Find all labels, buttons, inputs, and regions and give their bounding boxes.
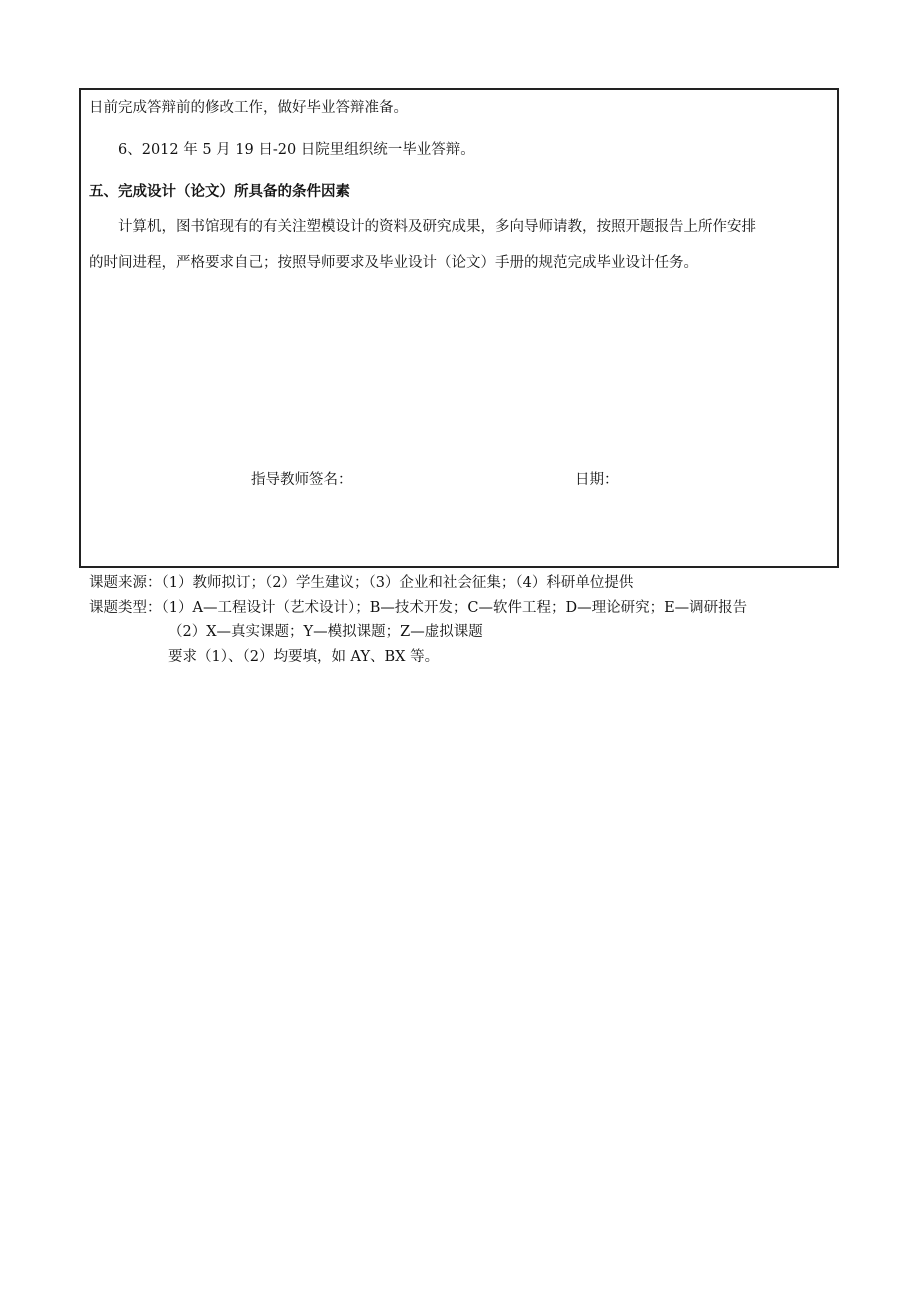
section-5-paragraph-line-2: 的时间进程，严格要求自己；按照导师要求及毕业设计（论文）手册的规范完成毕业设计任务。	[89, 255, 698, 271]
section-5-heading: 五、完成设计（论文）所具备的条件因素	[89, 183, 350, 200]
date-label: 日期：	[575, 472, 619, 488]
topic-source-note: 课题来源：（1）教师拟订；（2）学生建议；（3）企业和社会征集；（4）科研单位提供	[89, 575, 634, 591]
topic-type-note-line-3: 要求（1）、（2）均要填，如 AY、BX 等。	[168, 649, 440, 665]
box-line-1: 日前完成答辩前的修改工作，做好毕业答辩准备。	[89, 100, 408, 116]
form-frame	[79, 88, 839, 568]
box-line-2: 6、2012 年 5 月 19 日-20 日院里组织统一毕业答辩。	[118, 142, 475, 158]
section-5-paragraph-line-1: 计算机，图书馆现有的有关注塑模设计的资料及研究成果，多向导师请教，按照开题报告上所作安排	[118, 219, 756, 235]
topic-type-note-line-2: （2）X—真实课题；Y—模拟课题；Z—虚拟课题	[168, 624, 483, 640]
advisor-signature-label: 指导教师签名：	[251, 472, 353, 488]
topic-type-note-line-1: 课题类型：（1）A—工程设计（艺术设计）；B—技术开发；C—软件工程；D—理论研究；E—调研报告	[89, 600, 748, 616]
